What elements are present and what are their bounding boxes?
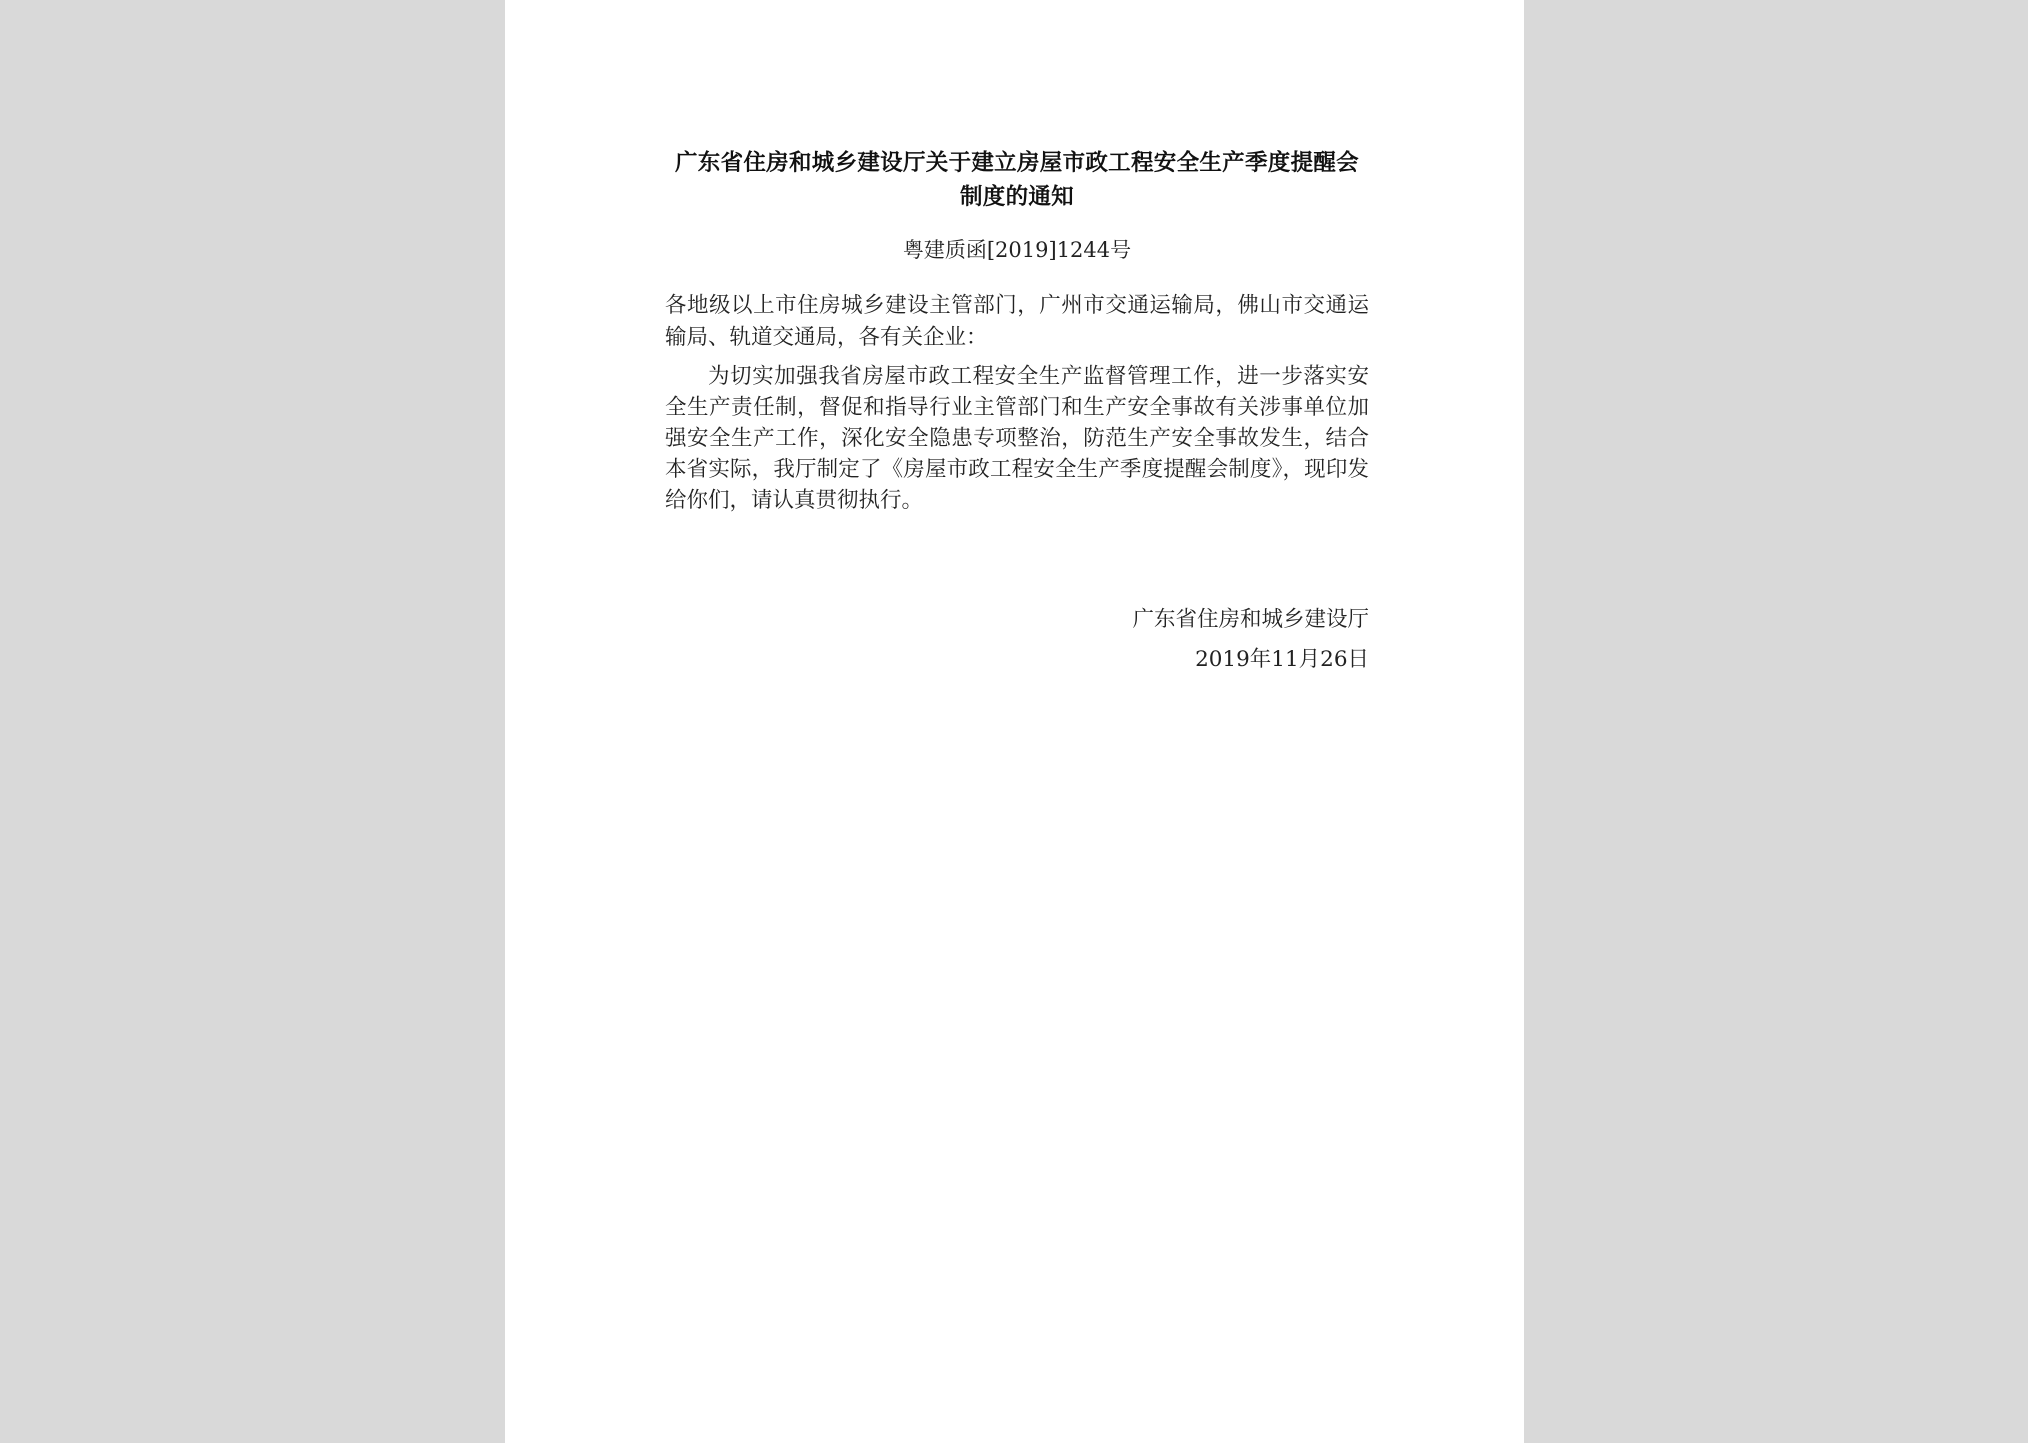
addressee-paragraph: 各地级以上市住房城乡建设主管部门，广州市交通运输局，佛山市交通运输局、轨道交通局，各有关企业： (665, 293, 1369, 350)
issuer-signature: 广东省住房和城乡建设厅 (1132, 607, 1369, 632)
document-number: 粤建质函[2019]1244号 (902, 238, 1132, 262)
document-title: 广东省住房和城乡建设厅关于建立房屋市政工程安全生产季度提醒会制度的通知 (674, 150, 1359, 210)
issue-date: 2019年11月26日 (1195, 647, 1369, 672)
document-page (505, 0, 1524, 1443)
body-paragraph: 为切实加强我省房屋市政工程安全生产监督管理工作，进一步落实安全生产责任制，督促和指导行业主管部门和生产安全事故有关涉事单位加强安全生产工作，深化安全隐患专项整治，防范生产安全事故发生，结合本省实际，我厅制定了《房屋市政工程安全生产季度提醒会制度》，现印发给你们，请认真贯彻执行。 (665, 364, 1369, 513)
